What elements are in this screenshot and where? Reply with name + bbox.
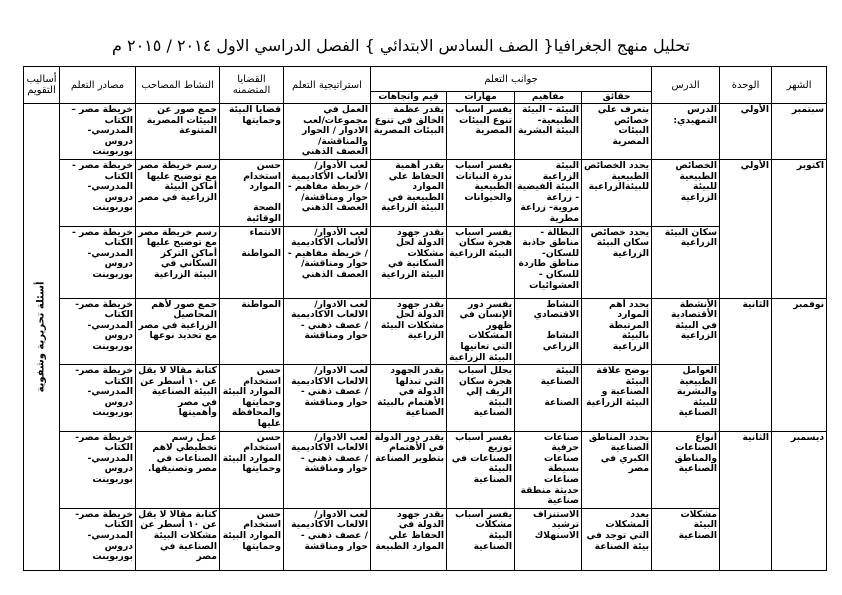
cell-issues: المواطنة [220,298,284,365]
cell-strategy: لعب الأدوار/الألعاب الأكاديمية / خريطة مفاهيم - حوار ومناقشة/ العصف الذهني [284,226,371,298]
cell-facts: يوضح علاقة البيئة الصناعية و البيئة الزراعية [582,365,652,432]
cell-values: يقدر عظمة الخالق في تنوع البيئات المصرية [371,104,447,160]
cell-month: سبتمبر [772,104,827,160]
cell-strategy: لعب الادوار/الالعاب الاكاديمية / عصف ذهني - حوار ومناقشة [284,298,371,365]
curriculum-table [23,66,827,571]
table-row [24,365,827,432]
cell-sources: خريطة مصر-الكتاب المدرسي-دروس بوربوينت [60,508,136,570]
cell-concepts: البيئة الصناعية الصناعة [515,365,582,432]
cell-month: ديسمبر [772,431,827,570]
cell-activity: كتابة مقالا لا يقل عن ١٠ أسطر عن مشكلات البيئة الصناعية في مصر [136,508,220,570]
header-concepts: مفاهيم [515,92,582,104]
cell-skills: يفسر اسباب هجرة سكان البيئة الزراعية [447,226,515,298]
cell-unit: الأولي [720,104,772,160]
cell-unit: الثانية [720,431,772,570]
cell-lesson: العوامل الطبيعية والبشرية للبيئة الصناعية [652,365,720,432]
cell-values: يقدر جهود الدولة لحل مشكلات البيئة الزراعية [371,298,447,365]
cell-lesson: سكان البيئة الزراعية [652,226,720,298]
header-facts: حقائق [582,92,652,104]
cell-sources: خريطة مصر - الكتاب المدرسي- دروس بوربوينت [60,226,136,298]
cell-values: يقدر جهود الدولة في الحفاظ علي الموارد الطبيعة [371,508,447,570]
table-row [24,431,827,508]
cell-sources: خريطة مصر - الكتاب المدرسي- دروس بوربوينت [60,159,136,226]
cell-unit: الثانية [720,298,772,431]
assessment-cell [24,104,60,571]
cell-sources: خريطة مصر- الكتاب المدرسي- دروس بوربوينت [60,298,136,365]
cell-activity: رسم خريطة مصر مع توضيح عليها أماكن التركز السكاني في البيئة الزراعية [136,226,220,298]
cell-skills: يفسر أسباب توزيع الصناعات في البيئة الصناعية [447,431,515,508]
header-sources: مصادر التعلم [60,67,136,104]
table-row [24,226,827,298]
cell-strategy: لعب الادوار/الالعاب الاكاديمية / عصف ذهني - حوار ومناقشة [284,508,371,570]
cell-values: يقدر دور الدولة في الأهتمام بتطوير الصناعة [371,431,447,508]
table-row [24,159,827,226]
header-assessment: أساليب التقويم [24,67,60,104]
cell-concepts: البيئة - البيئة الطبيعية- البيئة البشرية [515,104,582,160]
header-activity: النشاط المصاحب [136,67,220,104]
cell-concepts: البيئة الزراعية البيئة الفيضية - زراعة مروية- زراعة مطرية [515,159,582,226]
cell-concepts: البطالة - مناطق جاذبة للسكان- مناطق طاردة للسكان - العشوائيات [515,226,582,298]
cell-sources: خريطة مصر – الكتاب المدرسي- دروس بوربوينت [60,104,136,160]
cell-lesson: الخصائص الطبيعية للبيئة الزراعية [652,159,720,226]
cell-sources: خريطة مصر- الكتاب المدرسي- دروس بوربوينت [60,365,136,432]
cell-facts: يحدد الخصائص الطبيعية للبيئةالزراعية [582,159,652,226]
assessment-text: أسئلة تحريرية وشفوية [35,281,47,393]
cell-issues: حسن استخدام الموارد البيئة وحمايتها والمحافظة عليها [220,365,284,432]
cell-lesson: الأنشطة الأقتصادية في البيئة الزراعية [652,298,720,365]
cell-month: نوفمبر [772,298,827,431]
header-aspects: جوانب التعلم [371,67,652,92]
cell-strategy: لعب الادوار/الالعاب الاكاديمية / عصف ذهني - حوار ومناقشة [284,365,371,432]
cell-activity: عمل رسم تخطيطي لاهم الصناعات في مصر وتصنيفها. [136,431,220,508]
cell-facts: يحدد خصائص سكان البيئة الزراعية [582,226,652,298]
header-lesson: الدرس [652,67,720,104]
header-issues: القضايا المتضمنه [220,67,284,104]
cell-strategy: لعب الأدوار/الألعاب الأكاديمية / خريطة مفاهيم - حوار ومناقشة/ العصف الذهني [284,159,371,226]
page-title: تحليل منهج الجغرافيا{ الصف السادس الابتدائي } الفصل الدراسي الاول ٢٠١٤ / ٢٠١٥ م [112,36,690,55]
cell-issues: حسن استخدام الموارد البيئة وحمايتها [220,508,284,570]
cell-concepts: صناعات حرفية صناعات بسيطة صناعات حديثة منطقة صناعية [515,431,582,508]
cell-values: يقدر أهمية الحفاظ علي الموارد الطبيعية في البيئة الزراعية [371,159,447,226]
header-skills: مهارات [447,92,515,104]
cell-skills: يفسر أسباب مشكلات البيئة الصناعية [447,508,515,570]
cell-concepts: الاستنزاف ترشيد الاستهلاك [515,508,582,570]
cell-month: اكتوبر [772,159,827,298]
table-row [24,298,827,365]
cell-facts: يتعرف علي خصائص البيئات المصرية [582,104,652,160]
cell-lesson: الدرس التمهيدي: [652,104,720,160]
cell-values: يقدر الجهود التي تبذلها الدولة في الأهتمام بالبيئة الصناعية [371,365,447,432]
cell-issues: حسن استخدام الموارد الصحة الوقائية [220,159,284,226]
table-row [24,104,827,160]
cell-concepts: النشاط الاقتصادي النشاط الزراعي [515,298,582,365]
table-row [24,508,827,570]
cell-skills: يحلل أسباب هجرة سكان الريف إلي البيئة الصناعية [447,365,515,432]
cell-values: يقدر جهود الدولة لحل مشكلات السكانية في البيئة الزراعية [371,226,447,298]
cell-skills: يفسر اسباب تنوع البيئات المصرية [447,104,515,160]
cell-issues: الانتماء المواطنة [220,226,284,298]
cell-sources: خريطة مصر-الكتاب المدرسي-دروس بوربوينت [60,431,136,508]
header-month: الشهر [772,67,827,104]
cell-activity: كتابة مقالا لا يقل عن ١٠ أسطر عن البيئة الصناعية في مصر وأهميتها [136,365,220,432]
header-unit: الوحدة [720,67,772,104]
cell-activity: رسم خريطة مصر مع توضيح عليها أماكن البيئة الزراعية في مصر [136,159,220,226]
cell-skills: يفسر دور الإنسان في ظهور المشكلات التي تعانيها البيئة الزراعية [447,298,515,365]
cell-skills: يفسر اسباب ندرة النباتات الطبيعية والحيوانات [447,159,515,226]
cell-facts: يحدد المناطق الصناعية الكبري في مصر [582,431,652,508]
cell-unit: الأولي [720,159,772,298]
cell-facts: يحدد أهم الموارد المرتبطة بالبيئة الزراعية [582,298,652,365]
cell-issues: قضايا البيئة وحمايتها [220,104,284,160]
header-values: قيم واتجاهات [371,92,447,104]
cell-lesson: أنواع الصناعات والمناطق الصناعية [652,431,720,508]
cell-issues: حسن استخدام الموارد البيئة وحمايتها [220,431,284,508]
cell-facts: يعدد المشكلات التي توجد في بيئة الصناعة [582,508,652,570]
cell-strategy: لعب الادوار/الالعاب الاكاديمية / عصف ذهني - حوار ومناقشة [284,431,371,508]
cell-strategy: العمل في مجموعات/لعب الادوار / الحوار والمناقشة/ العصف الذهني [284,104,371,160]
cell-activity: جمع صور لأهم المحاصيل الزراعية في مصر مع تحديد نوعها [136,298,220,365]
cell-activity: جمع صور عن البيئات المصرية المتنوعة [136,104,220,160]
cell-lesson: مشكلات البيئة الصناعية [652,508,720,570]
header-strategy: استراتيجية التعلم [284,67,371,104]
